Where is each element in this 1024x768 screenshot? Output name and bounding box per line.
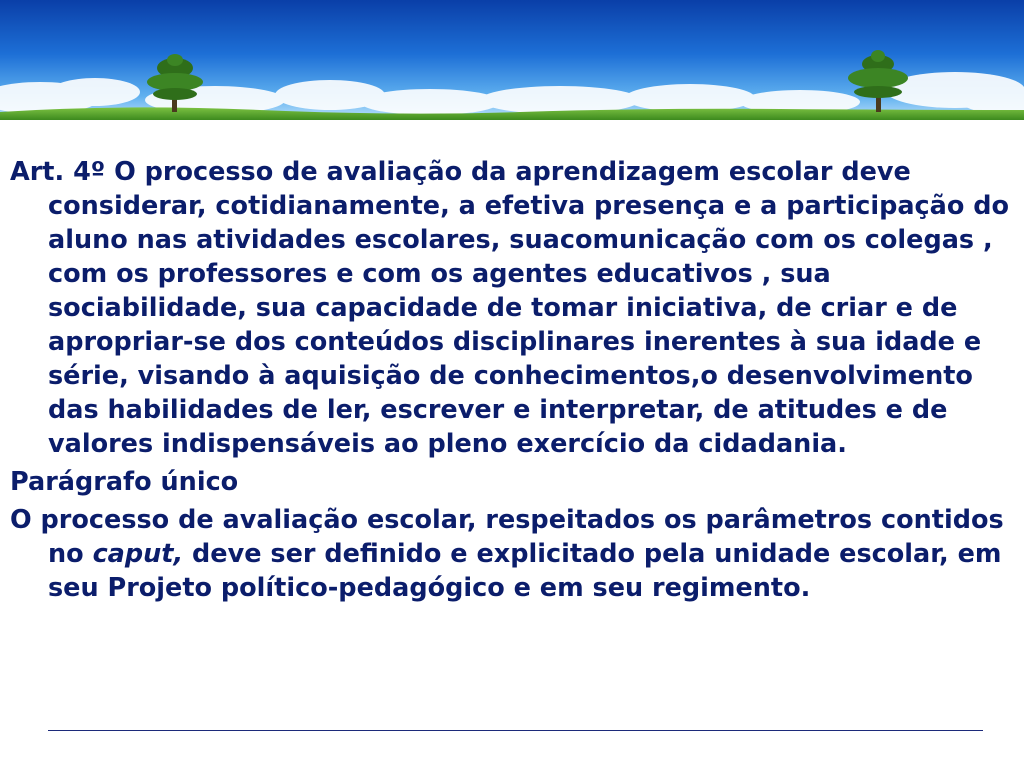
sole-paragraph — [10, 503, 1014, 605]
paragraph-heading — [10, 465, 1014, 499]
bottom-divider — [48, 730, 983, 731]
article-4-paragraph — [10, 155, 1014, 461]
slide-body — [10, 155, 1014, 605]
paragraph-heading-text: Parágrafo único — [10, 467, 239, 497]
sole-paragraph-before: O processo de avaliação escolar, respeitados os parâmetros contidos no — [10, 505, 1004, 569]
sky-banner-image — [0, 0, 1024, 120]
caput-emphasis: caput, — [92, 539, 184, 569]
article-4-text: Art. 4º O processo de avaliação da aprendizagem escolar deve considerar, cotidianamente, a efetiva presença e a participação do aluno nas atividades escolares, suacomunicação com os colegas , com os professores e com os agentes educativos , sua sociabilidade, sua capacidade de tomar iniciativa, de criar e de apropriar-se dos conteúdos disciplinares inerentes à sua idade e série, visando à aquisição de conhecimentos,o desenvolvimento das habilidades de ler, escrever e interpretar, de atitudes e de valores indispensáveis ao pleno exercício da cidadania. — [10, 157, 1010, 459]
sole-paragraph-after: deve ser definido e explicitado pela unidade escolar, em seu Projeto político-pedagógico e em seu regimento. — [48, 539, 1002, 603]
